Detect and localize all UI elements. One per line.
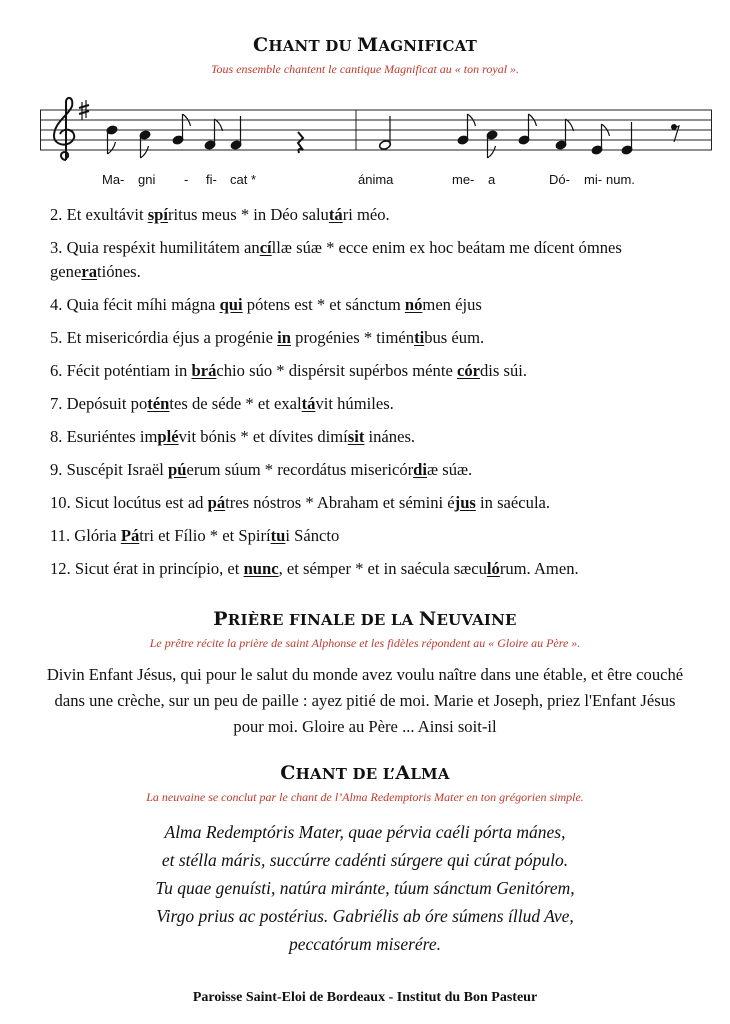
title-cap: A	[395, 762, 411, 784]
alma-line: et stélla máris, succúrre cadénti súrgere qui cúrat pópulo.	[161, 850, 569, 870]
alma-line: Tu quae genuísti, natúra miránte, túum sánctum Genitórem,	[155, 878, 575, 898]
title-small: LMA	[410, 765, 450, 783]
quarter-rest-icon	[298, 132, 303, 153]
magnificat-verses	[50, 203, 700, 590]
lyric: -	[184, 172, 189, 187]
lyric: mi-	[584, 172, 603, 187]
note	[204, 119, 222, 150]
alma-title	[0, 762, 730, 784]
note	[621, 122, 633, 155]
lyric: ánima	[358, 172, 394, 187]
lyric: a	[488, 172, 496, 187]
title-small: RIÈRE FINALE DE LA	[227, 611, 419, 629]
lyric: fi-	[206, 172, 217, 187]
title-small: EUVAINE	[436, 611, 517, 629]
lyric: num.	[606, 172, 635, 187]
alma-text	[60, 818, 670, 958]
title-cap: C	[253, 34, 269, 56]
final-prayer-rubric: Le prêtre récite la prière de saint Alphonse et les fidèles répondent au « Gloire au Père ».	[149, 636, 581, 650]
verse: 4. Quia fécit míhi mágna qui pótens est * et sánctum nómen éjus	[50, 295, 482, 314]
note	[230, 116, 242, 150]
verse: 8. Esuriéntes implévit bónis * et dívites dimísit inánes.	[50, 427, 416, 446]
note	[555, 119, 573, 150]
verse: 9. Suscépit Israël púerum súum * recordátus misericórdiæ súæ.	[50, 460, 473, 479]
alma-line: Alma Redemptóris Mater, quae pérvia caéli pórta mánes,	[164, 822, 566, 842]
lyric: Dó-	[549, 172, 570, 187]
alma-line: Virgo prius ac postérius. Gabriélis ab óre súmens íllud Ave,	[156, 906, 574, 926]
lyric: Ma-	[102, 172, 125, 187]
footer: Paroisse Saint-Eloi de Bordeaux - Institut du Bon Pasteur	[192, 990, 538, 1005]
lyric: cat *	[230, 172, 257, 187]
note	[139, 130, 151, 158]
alma-rubric: La neuvaine se conclut par le chant de l’Alma Redemptoris Mater en ton grégorien simple.	[146, 790, 584, 804]
magnificat-title	[0, 34, 730, 56]
eighth-rest-icon	[672, 125, 679, 142]
verse: 6. Fécit poténtiam in bráchio súo * dispérsit supérbos ménte córdis súi.	[50, 361, 528, 380]
title-small: HANT DE L’	[295, 765, 396, 783]
treble-clef-icon	[54, 98, 74, 160]
title-cap: M	[357, 34, 379, 56]
verse: 3. Quia respéxit humilitátem ancíllæ súæ * ecce enim ex hoc beátam me dícent ómnes generatiónes.	[50, 238, 622, 281]
magnificat-rubric: Tous ensemble chantent le cantique Magnificat au « ton royal ».	[210, 62, 520, 76]
title-cap: P	[213, 608, 228, 630]
notes	[106, 114, 679, 158]
note	[486, 130, 498, 158]
title-small: HANT DU	[268, 37, 358, 55]
title-cap: C	[280, 762, 296, 784]
title-cap: N	[418, 608, 437, 630]
verse: 12. Sicut érat in princípio, et nunc, et sémper * et in saécula sæculórum. Amen.	[50, 559, 579, 578]
verse: 11. Glória Pátri et Fílio * et Spirítui Sáncto	[50, 526, 340, 545]
alma-line: peccatórum miserére.	[289, 934, 441, 954]
lyric: gni	[138, 172, 156, 187]
verse: 7. Depósuit poténtes de séde * et exaltávit húmiles.	[50, 394, 394, 413]
staff-lyrics	[102, 172, 635, 187]
prayer-text: Divin Enfant Jésus, qui pour le salut du monde avez voulu naître dans une étable, et être couché dans une crèche, sur un peu de paille : ayez pitié de moi. Marie et Joseph, priez l'Enfant Jésus pour moi. Gloire au Père ... Ainsi soit-il	[46, 665, 684, 736]
verse: 10. Sicut locútus est ad pátres nóstros * Abraham et sémini éjus in saécula.	[50, 493, 551, 512]
lyric: me-	[452, 172, 475, 187]
final-prayer-title	[0, 608, 730, 630]
music-staff	[40, 94, 712, 190]
verse: 2. Et exultávit spíritus meus * in Déo salutári méo.	[50, 205, 390, 224]
verse: 5. Et misericórdia éjus a progénie in progénies * timéntibus éum.	[50, 328, 485, 347]
note	[379, 116, 392, 150]
title-small: AGNIFICAT	[378, 37, 477, 55]
